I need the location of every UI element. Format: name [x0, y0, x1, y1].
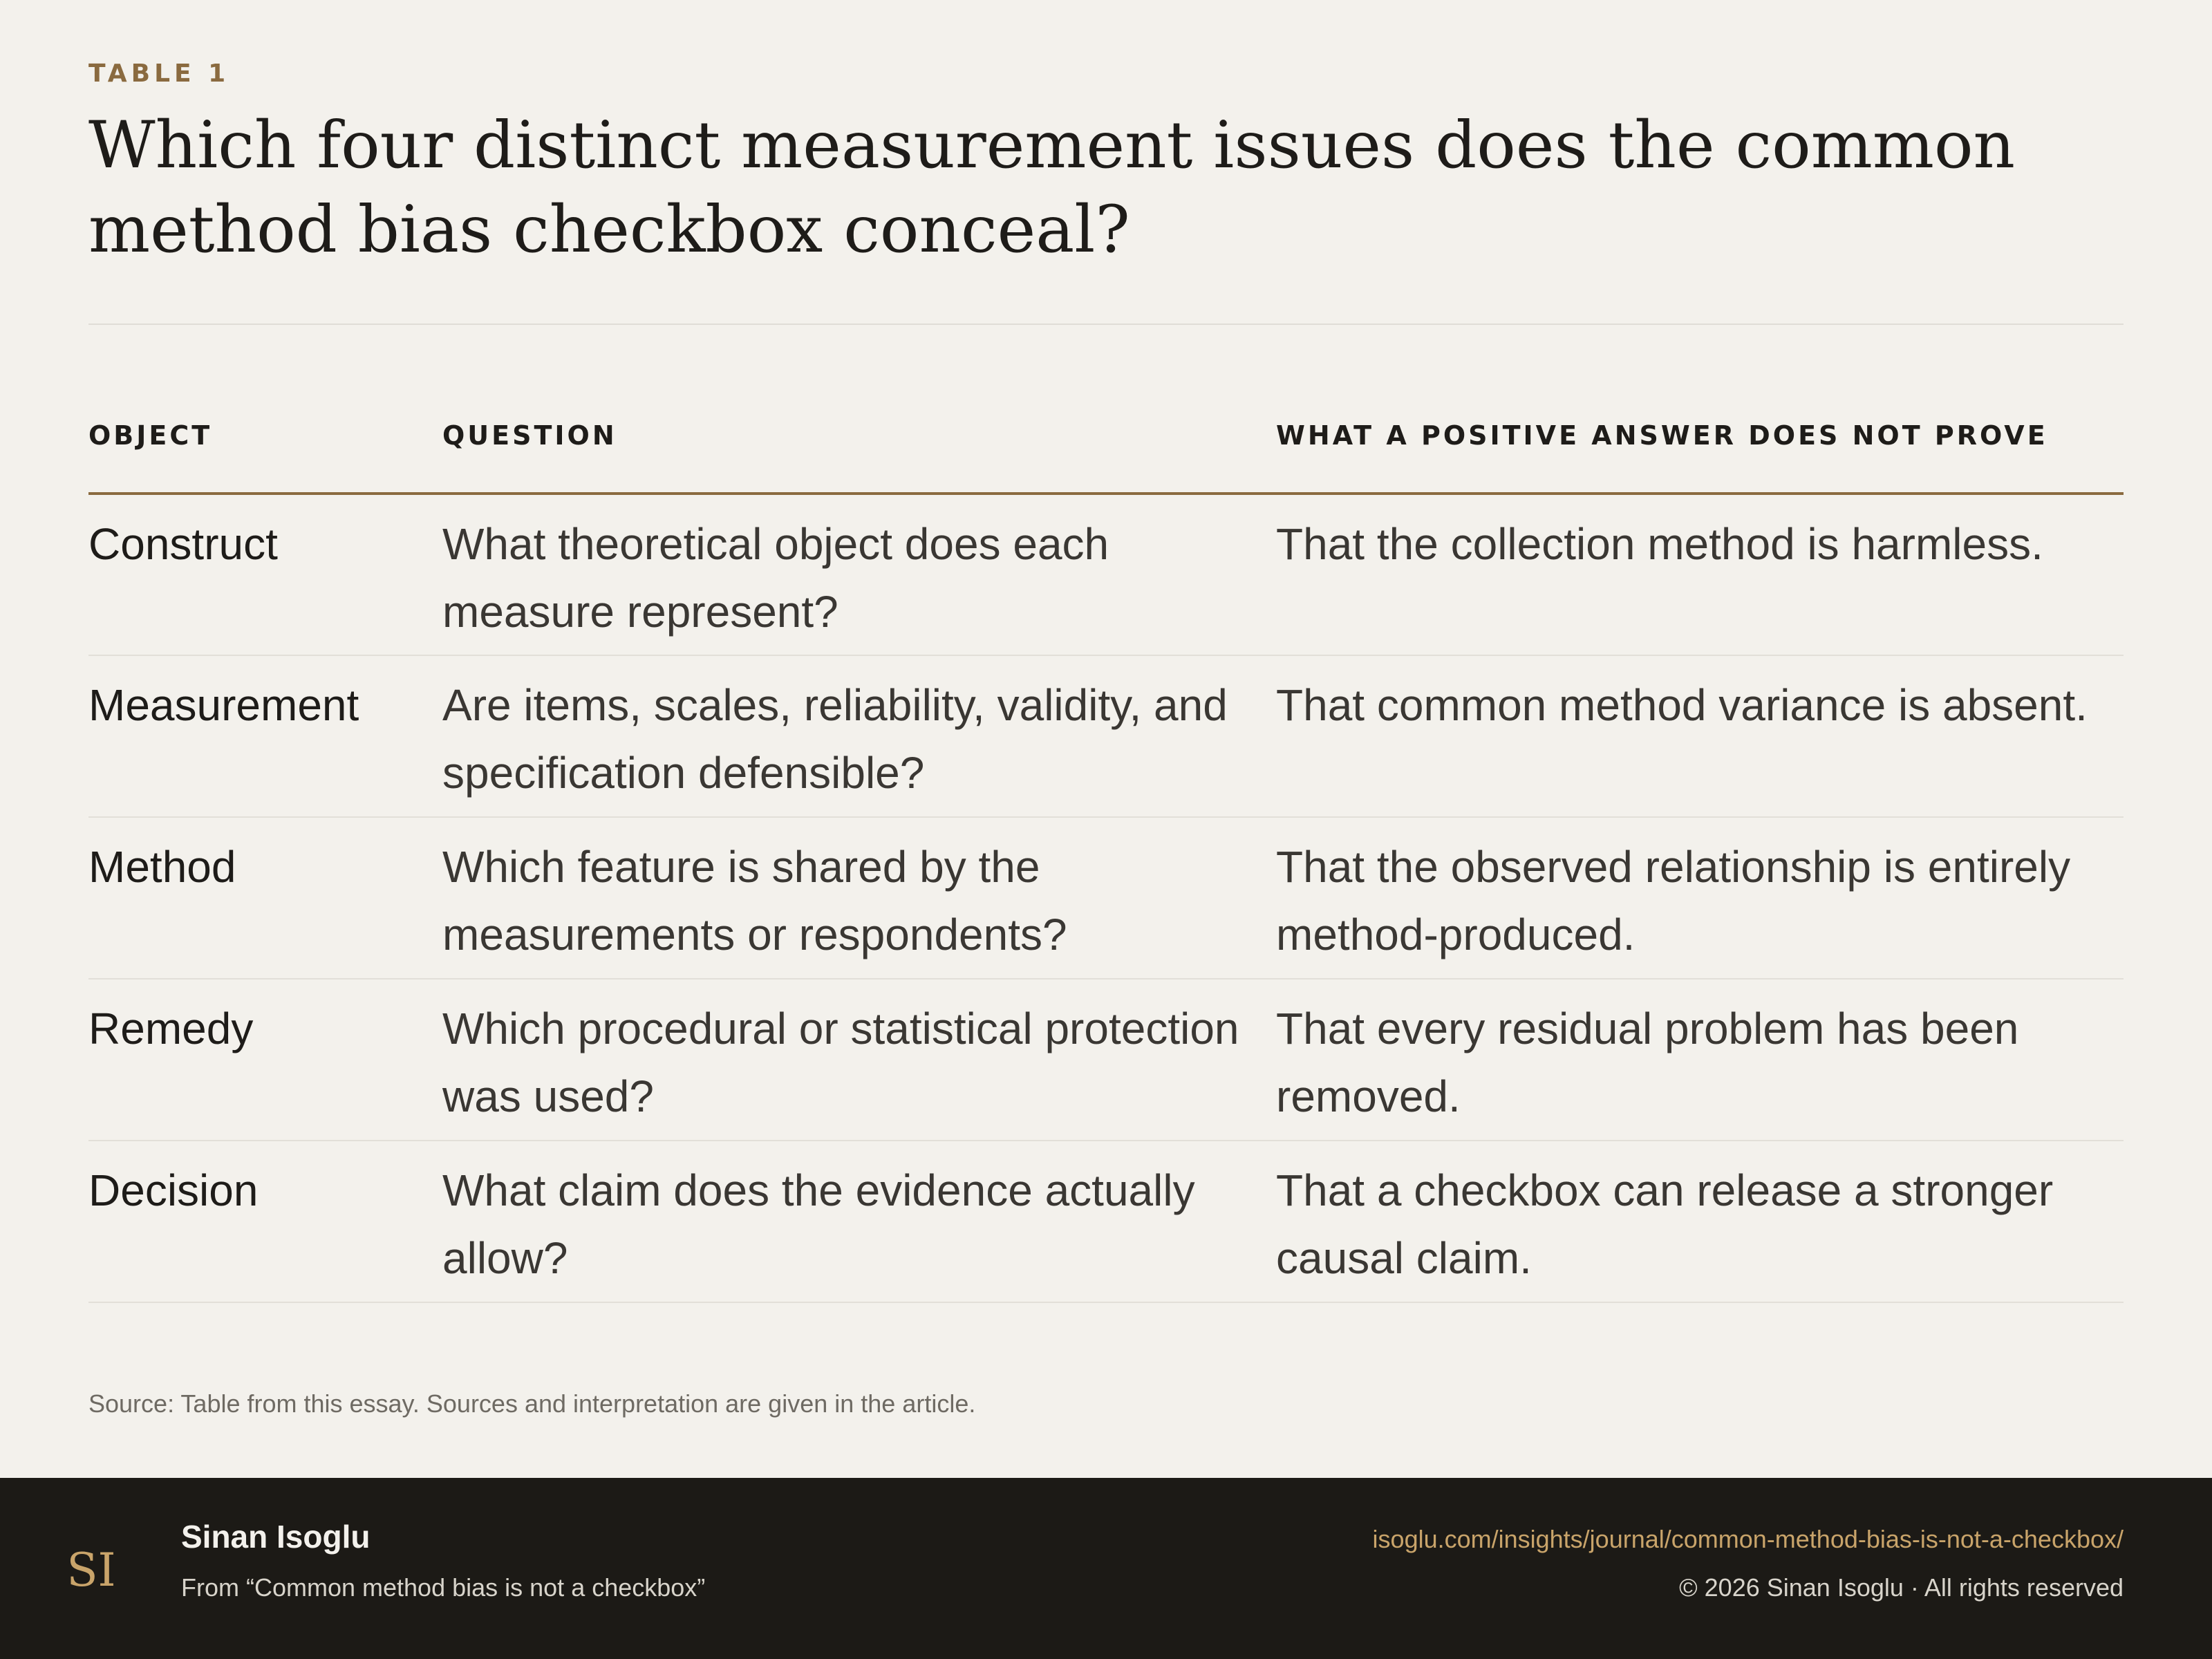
cell-not-prove: That every residual problem has been removed.: [1276, 979, 2124, 1141]
table-row: [88, 494, 2124, 655]
issues-table: [88, 415, 2124, 1303]
article-link[interactable]: isoglu.com/insights/journal/common-method-bias-is-not-a-checkbox/: [1372, 1525, 2124, 1553]
cell-question: Are items, scales, reliability, validity, and specification defensible?: [442, 655, 1276, 817]
page-title: Which four distinct measurement issues does the common method bias checkbox conceal?: [88, 108, 2016, 268]
cell-not-prove: That common method variance is absent.: [1276, 655, 2124, 817]
copyright-notice: © 2026 Sinan Isoglu · All rights reserved: [1679, 1573, 2124, 1602]
cell-object: Measurement: [88, 655, 442, 817]
cell-not-prove: That the collection method is harmless.: [1276, 494, 2124, 655]
cell-question: What claim does the evidence actually allow?: [442, 1141, 1276, 1302]
cell-question: What theoretical object does each measure represent?: [442, 494, 1276, 655]
author-name: Sinan Isoglu: [181, 1519, 371, 1555]
title-divider: [88, 324, 2124, 325]
cell-question: Which feature is shared by the measurements or respondents?: [442, 817, 1276, 979]
cell-question: Which procedural or statistical protection was used?: [442, 979, 1276, 1141]
footer: [0, 1478, 2212, 1659]
table-row: [88, 817, 2124, 979]
cell-object: Construct: [88, 494, 442, 655]
table-header-row: [88, 415, 2124, 494]
si-monogram-logo: [64, 1539, 119, 1601]
cell-not-prove: That the observed relationship is entirely method-produced.: [1276, 817, 2124, 979]
table-row: [88, 979, 2124, 1141]
column-header-object: OBJECT: [88, 415, 442, 494]
table-row: [88, 1141, 2124, 1302]
table-row: [88, 655, 2124, 817]
cell-object: Decision: [88, 1141, 442, 1302]
cell-object: Remedy: [88, 979, 442, 1141]
cell-not-prove: That a checkbox can release a stronger causal claim.: [1276, 1141, 2124, 1302]
logo-text: SI: [66, 1544, 116, 1597]
cell-object: Method: [88, 817, 442, 979]
table-eyebrow: TABLE 1: [88, 59, 230, 88]
column-header-not-prove: WHAT A POSITIVE ANSWER DOES NOT PROVE: [1276, 415, 2124, 494]
column-header-question: QUESTION: [442, 415, 1276, 494]
source-note: Source: Table from this essay. Sources and interpretation are given in the article.: [88, 1389, 976, 1418]
article-reference: From “Common method bias is not a checkbox”: [181, 1573, 706, 1602]
